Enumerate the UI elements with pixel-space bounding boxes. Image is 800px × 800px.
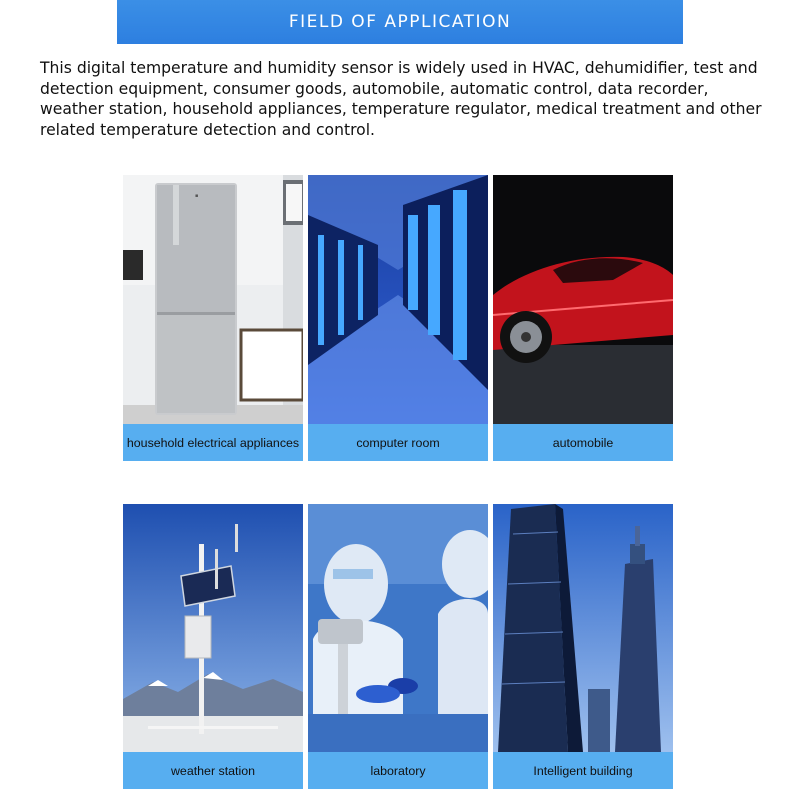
application-label: laboratory xyxy=(308,752,488,789)
application-card-weather-station xyxy=(123,504,303,789)
weather-station-photo xyxy=(123,504,303,752)
server-room-photo xyxy=(308,175,488,424)
application-card-automobile xyxy=(493,175,673,461)
application-card-laboratory xyxy=(308,504,488,789)
application-label: Intelligent building xyxy=(493,752,673,789)
application-label: weather station xyxy=(123,752,303,789)
svg-text:▪: ▪ xyxy=(195,193,199,199)
application-card-household xyxy=(123,175,303,461)
red-car-photo xyxy=(493,175,673,424)
page-title: FIELD OF APPLICATION xyxy=(288,12,512,32)
header-banner xyxy=(117,0,683,44)
skyscraper-photo xyxy=(493,504,673,752)
intro-paragraph: This digital temperature and humidity sensor is widely used in HVAC, dehumidifier, test and detection equipment, consumer goods, automobile, automatic control, data recorder, weather station, household appliances, temperature regulator, medical treatment and other related temperature detection and control. xyxy=(40,59,762,139)
application-label: household electrical appliances xyxy=(123,424,303,461)
application-label: automobile xyxy=(493,424,673,461)
application-label: computer room xyxy=(308,424,488,461)
application-card-intelligent-building xyxy=(493,504,673,789)
application-card-computer-room xyxy=(308,175,488,461)
refrigerator-photo xyxy=(123,175,303,424)
laboratory-photo xyxy=(308,504,488,752)
